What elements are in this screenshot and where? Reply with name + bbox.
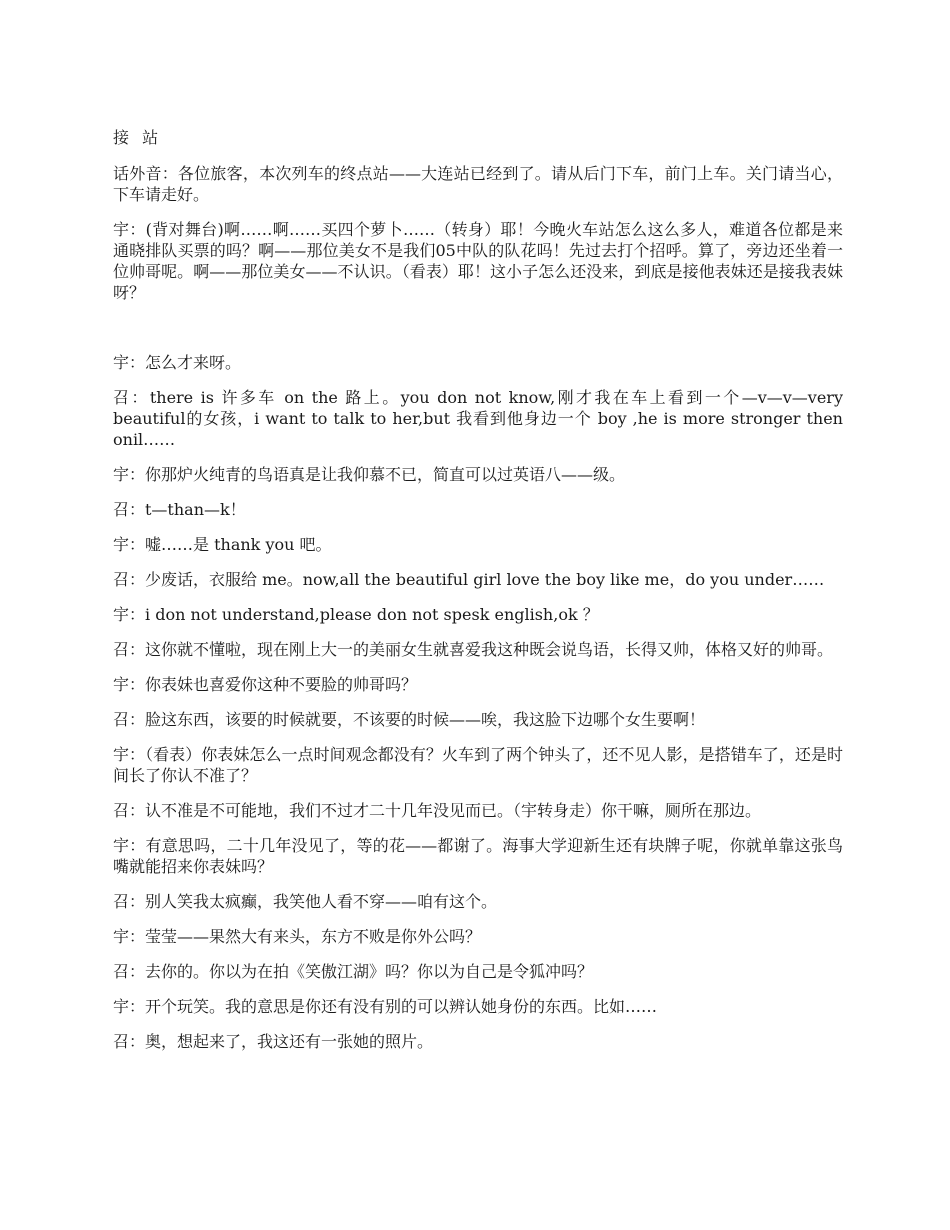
dialogue-paragraph: 宇：开个玩笑。我的意思是你还有没有别的可以辨认她身份的东西。比如…… [113,997,658,1016]
dialogue-paragraph: 宇：你表妹也喜爱你这种不要脸的帅哥吗？ [113,675,418,694]
dialogue-paragraph: 宇：(背对舞台)啊……啊……买四个萝卜……（转身）耶！今晚火车站怎么这么多人，难道各位都是来通晓排队买票的吗？啊——那位美女不是我们05中队的队花吗！先过去打个招呼。算了，旁边还坐着一位帅哥呢。啊——那位美女——不认识。（看表）耶！这小子怎么还没来，到底是接他表妹还是接我表妹呀？ [113,220,843,302]
dialogue-paragraph: 宇：怎么才来呀。 [113,353,242,372]
narration-paragraph: 话外音：各位旅客，本次列车的终点站——大连站已经到了。请从后门下车，前门上车。关门请当心，下车请走好。 [113,164,843,204]
dialogue-paragraph: 宇：莹莹——果然大有来头，东方不败是你外公吗？ [113,927,482,946]
document-title: 接 站 [113,128,163,147]
dialogue-paragraph: 宇：有意思吗，二十几年没见了，等的花——都谢了。海事大学迎新生还有块牌子呢，你就单靠这张鸟嘴就能招来你表妹吗？ [113,836,843,876]
dialogue-paragraph: 召：少废话，衣服给 me。now,all the beautiful girl love the boy like me，do you under…… [113,570,825,589]
dialogue-paragraph: 召：t—than—k！ [113,500,246,519]
section-gap [113,317,843,352]
dialogue-paragraph: 召：脸这东西，该要的时候就要，不该要的时候——唉，我这脸下边哪个女生要啊！ [113,710,706,729]
dialogue-paragraph: 召：去你的。你以为在拍《笑傲江湖》吗？你以为自己是令狐冲吗？ [113,962,594,981]
dialogue-paragraph: 宇：嘘……是 thank you 吧。 [113,535,332,554]
dialogue-paragraph: 召：别人笑我太疯癫，我笑他人看不穿——咱有这个。 [113,892,498,911]
dialogue-paragraph: 宇：（看表）你表妹怎么一点时间观念都没有？火车到了两个钟头了，还不见人影，是搭错车了，还是时间长了你认不准了？ [113,745,843,785]
document-page [113,127,843,1066]
dialogue-paragraph: 宇：i don not understand,please don not spesk english,ok ？ [113,605,599,624]
dialogue-paragraph: 召：这你就不懂啦，现在刚上大一的美丽女生就喜爱我这种既会说鸟语，长得又帅，体格又好的帅哥。 [113,640,834,659]
dialogue-paragraph: 召：there is 许多车 on the 路上。you don not know,刚才我在车上看到一个—v—v—very beautiful的女孩，i want to talk to her,but 我看到他身边一个 boy ,he is more stronger then onil…… [113,388,843,449]
dialogue-paragraph: 召：奥，想起来了，我这还有一张她的照片。 [113,1032,434,1051]
dialogue-paragraph: 召：认不准是不可能地，我们不过才二十几年没见而已。（宇转身走）你干嘛，厕所在那边。 [113,801,762,820]
dialogue-paragraph: 宇：你那炉火纯青的鸟语真是让我仰慕不已，简直可以过英语八——级。 [113,465,626,484]
